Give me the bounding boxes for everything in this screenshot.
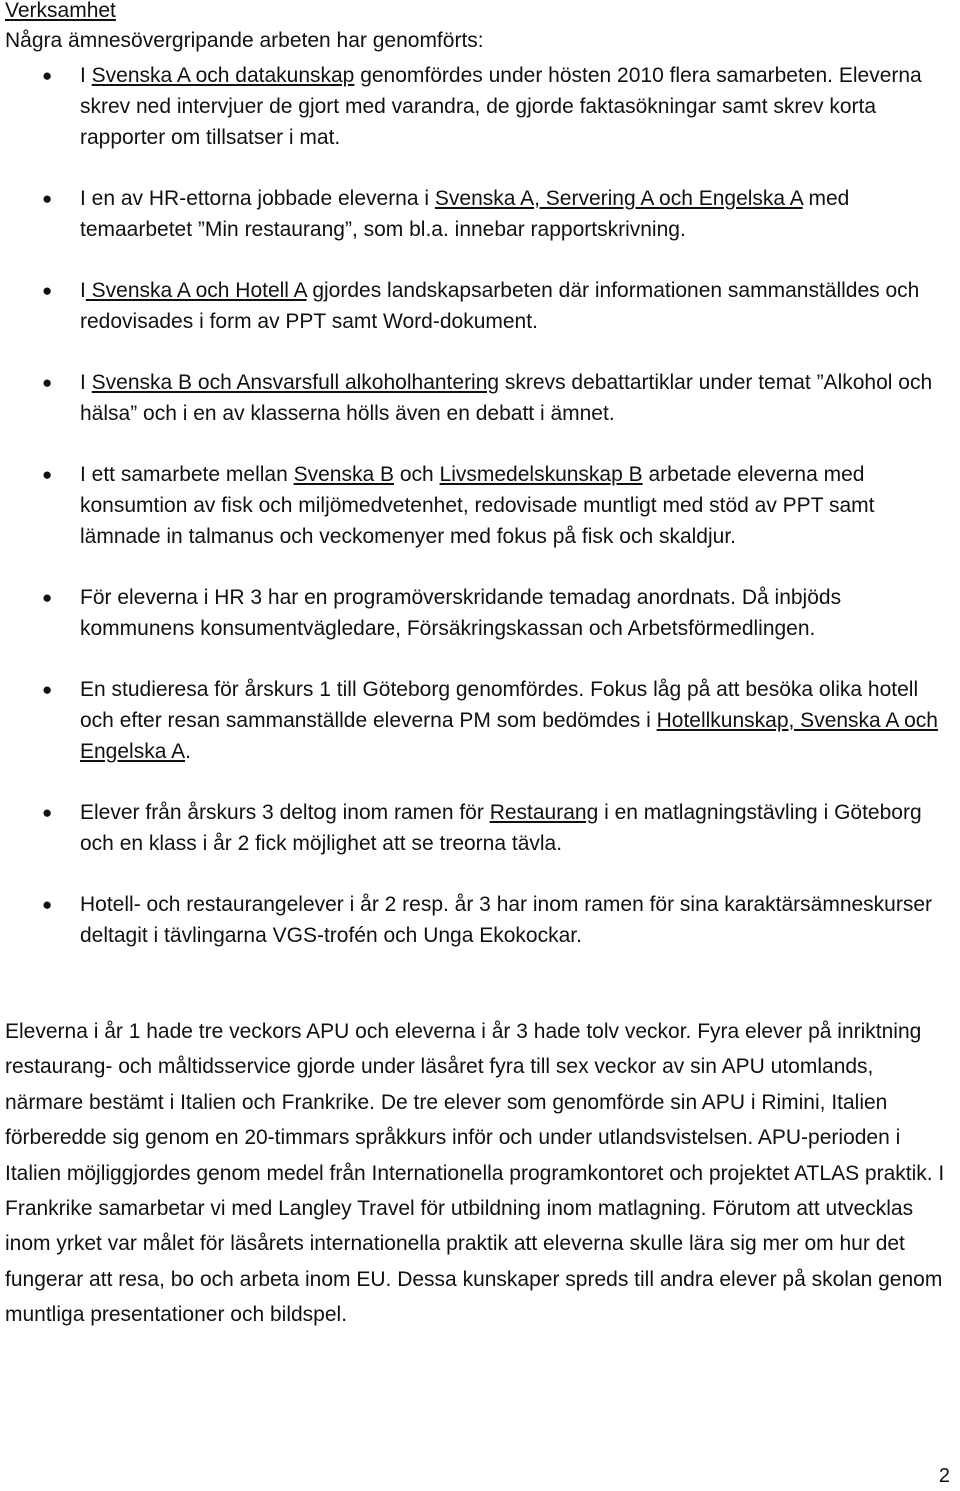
section-heading: Verksamhet xyxy=(5,0,116,22)
list-item: ● I ett samarbete mellan Svenska B och Livsmedelskunskap B arbetade eleverna med konsumtion av fisk och miljömedvetenhet, redovisade muntligt med stöd av PPT samt lämnade in talmanus och veckomenyer med fokus på fisk och skaldjur. xyxy=(0,459,960,552)
intro-text: Några ämnesövergripande arbeten har genomförts: xyxy=(5,29,484,52)
course-reference: Livsmedelskunskap B xyxy=(439,463,643,486)
list-item: ● Hotell- och restaurangelever i år 2 resp. år 3 har inom ramen för sina karaktärsämneskurser deltagit i tävlingarna VGS-trofén och Unga Ekokockar. xyxy=(0,889,960,951)
list-item: ● I en av HR-ettorna jobbade eleverna i Svenska A, Servering A och Engelska A med temaarbetet ”Min restaurang”, som bl.a. innebar rapportskrivning. xyxy=(0,183,960,245)
course-reference: Svenska A och datakunskap xyxy=(91,64,355,87)
apu-paragraph: Eleverna i år 1 hade tre veckors APU och eleverna i år 3 hade tolv veckor. Fyra elever på inriktning restaurang- och måltidsservice gjorde under läsåret fyra till sex veckor av sin APU utomlands, närmare bestämt i Italien och Frankrike. De tre elever som genomförde sin APU i Rimini, Italien förberedde sig genom en 20-timmars språkkurs inför och under utlandsvistelsen. APU-perioden i Italien möjliggjordes genom medel från Internationella programkontoret och projektet ATLAS praktik. I Frankrike samarbetar vi med Langley Travel för utbildning inom matlagning. Förutom att utvecklas inom yrket var målet för läsårets internationella praktik att eleverna skulle lära sig mer om hur det fungerar att resa, bo och arbeta inom EU. Dessa kunskaper spreds till andra elever på skolan genom muntliga presentationer och bildspel. xyxy=(5,1020,945,1327)
bullet-icon: ● xyxy=(42,680,53,699)
bullet-icon: ● xyxy=(42,895,53,914)
bullet-icon: ● xyxy=(42,373,53,392)
list-item: ● En studieresa för årskurs 1 till Göteborg genomfördes. Fokus låg på att besöka olika hotell och efter resan sammanställde eleverna PM som bedömdes i Hotellkunskap, Svenska A och Engelska A. xyxy=(0,674,960,767)
bullet-icon: ● xyxy=(42,281,53,300)
bullet-icon: ● xyxy=(42,803,53,822)
list-item: ● I Svenska A och Hotell A gjordes landskapsarbeten där informationen sammanställdes och redovisades i form av PPT samt Word-dokument. xyxy=(0,275,960,337)
list-item: ● I Svenska B och Ansvarsfull alkoholhantering skrevs debattartiklar under temat ”Alkohol och hälsa” och i en av klasserna hölls även en debatt i ämnet. xyxy=(0,367,960,429)
list-item: ● I Svenska A och datakunskap genomfördes under hösten 2010 flera samarbeten. Eleverna skrev ned intervjuer de gjort med varandra, de gjorde faktasökningar samt skrev korta rapporter om tillsatser i mat. xyxy=(0,60,960,153)
course-reference: Svenska B och Ansvarsfull alkoholhantering xyxy=(91,371,500,394)
bullet-icon: ● xyxy=(42,66,53,85)
bullet-icon: ● xyxy=(42,465,53,484)
activities-list xyxy=(0,60,960,951)
list-item: ● För eleverna i HR 3 har en programöverskridande temadag anordnats. Då inbjöds kommunens konsumentvägledare, Försäkringskassan och Arbetsförmedlingen. xyxy=(0,582,960,644)
course-reference: Hotellkunskap, Svenska A och Engelska A xyxy=(80,709,938,763)
page-number: 2 xyxy=(938,1465,950,1487)
course-reference: Restaurang xyxy=(489,801,599,824)
course-reference: Svenska A, Servering A och Engelska A xyxy=(434,187,803,210)
bullet-icon: ● xyxy=(42,189,53,208)
course-reference: Svenska A och Hotell A xyxy=(85,279,307,302)
list-item: ● Elever från årskurs 3 deltog inom ramen för Restaurang i en matlagningstävling i Göteborg och en klass i år 2 fick möjlighet att se treorna tävla. xyxy=(0,797,960,859)
bullet-icon: ● xyxy=(42,588,53,607)
course-reference: Svenska B xyxy=(293,463,394,486)
